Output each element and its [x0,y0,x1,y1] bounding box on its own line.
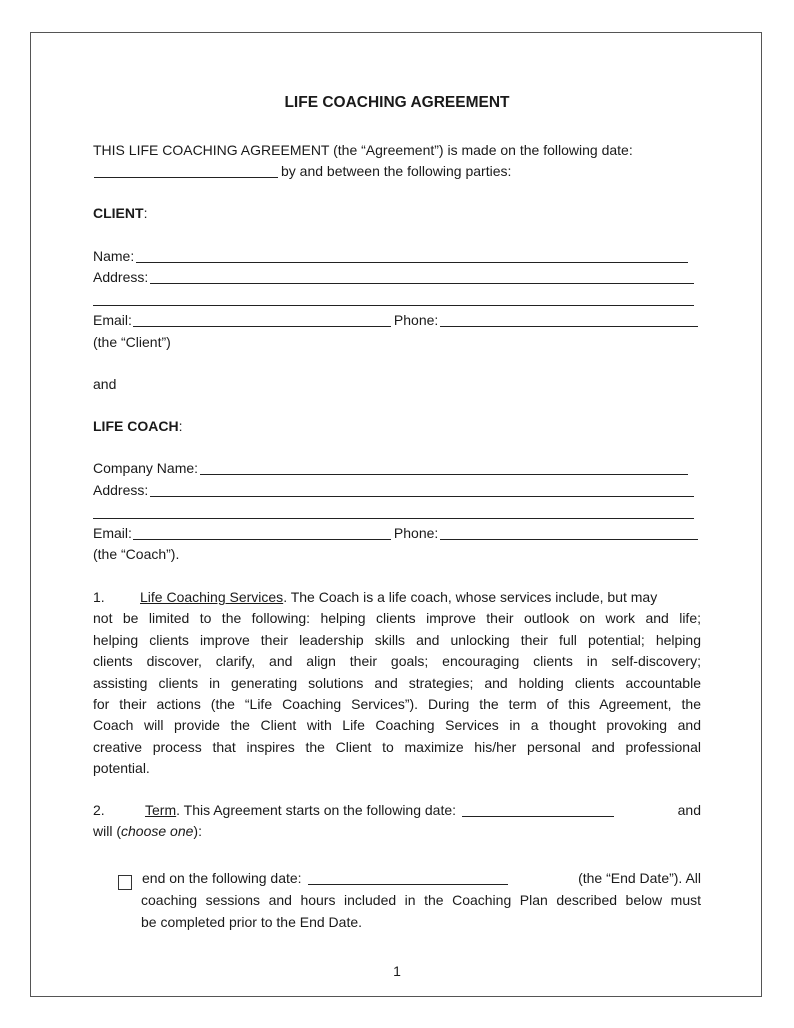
section-1-line: assisting clients in generating solutions and strategies; and holding clients accountable [93,675,701,691]
section-1-line: potential. [93,760,150,776]
coach-defined [93,544,701,564]
section-heading: Term [145,802,177,818]
client-phone-field[interactable] [440,311,698,327]
section-text: . The Coach is a life coach, whose services include, but may [283,589,658,605]
end-date-field[interactable] [308,869,508,885]
document-title: LIFE COACHING AGREEMENT [284,94,510,111]
option-text: end on the following date: [142,870,302,886]
coach-defined-text: (the “Coach”). [93,546,180,562]
section-1-line: not be limited to the following: helping clients improve their outlook on work and life; [93,610,701,626]
option-text-line: be completed prior to the End Date. [141,914,363,930]
section-2-line [93,821,701,841]
section-1-line: creative process that inspires the Client to maximize his/her personal and professional [93,739,701,755]
email-label: Email: [93,525,132,541]
coach-address-field[interactable] [150,481,694,497]
coach-company-row [93,458,691,478]
intro-line-1 [93,140,701,160]
end-date-checkbox[interactable] [118,875,132,890]
company-label: Company Name: [93,460,199,476]
option-text-line: coaching sessions and hours included in the Coaching Plan described below must [141,892,701,908]
and-label: and [93,376,117,392]
section-1-line: for their actions (the “Life Coaching Services”). During the term of this Agreement, the [93,696,701,712]
client-address-row-2 [93,289,697,309]
phone-label: Phone: [393,312,439,328]
client-contact-row [93,310,701,330]
colon: : [178,418,183,434]
intro-text-2: by and between the following parties: [281,163,512,179]
coach-contact-row [93,523,701,543]
section-1-line: Coach will provide the Client with Life Coaching Services in a thought provoking and [93,717,701,733]
email-label: Email: [93,312,132,328]
section-text: ): [193,823,202,839]
coach-phone-field[interactable] [440,524,698,540]
coach-heading-text: LIFE COACH [93,418,179,434]
section-text-emphasis: choose one [121,823,194,839]
intro-text: THIS LIFE COACHING AGREEMENT (the “Agreement”) is made on the following date: [93,142,633,158]
intro-line-2 [93,161,701,181]
section-1-line [93,587,701,607]
client-address-row [93,267,697,287]
section-number: 1. [93,589,105,605]
name-label: Name: [93,248,135,264]
client-heading-text: CLIENT [93,205,144,221]
phone-label: Phone: [393,525,439,541]
section-text: and [677,802,701,818]
section-1-line: clients discover, clarify, and align their goals; encouraging clients in self-discovery; [93,653,701,669]
coach-address-row [93,480,697,500]
coach-email-field[interactable] [133,524,391,540]
coach-address-row-2 [93,502,697,522]
client-defined [93,332,701,352]
address-label: Address: [93,482,149,498]
colon: : [143,205,148,221]
coach-address-field-2[interactable] [93,503,694,519]
start-date-field[interactable] [462,801,614,817]
section-text: will ( [93,823,121,839]
section-number: 2. [93,802,105,818]
page-number: 1 [393,963,401,979]
client-heading [93,203,701,223]
and-text [93,374,701,394]
end-date-option [118,868,701,888]
section-1-line: helping clients improve their leadership skills and unlocking their full potential; helping [93,632,701,648]
client-address-field-2[interactable] [93,290,694,306]
client-name-field[interactable] [136,247,688,263]
option-text: (the “End Date”). All [578,870,701,886]
client-name-row [93,246,691,266]
client-email-field[interactable] [133,311,391,327]
section-heading: Life Coaching Services [140,589,284,605]
section-2-line [93,800,701,820]
client-defined-text: (the “Client”) [93,334,171,350]
address-label: Address: [93,269,149,285]
agreement-date-field[interactable] [94,162,278,178]
section-text: . This Agreement starts on the following date: [176,802,457,818]
coach-company-field[interactable] [200,459,688,475]
coach-heading [93,416,701,436]
client-address-field[interactable] [150,268,694,284]
